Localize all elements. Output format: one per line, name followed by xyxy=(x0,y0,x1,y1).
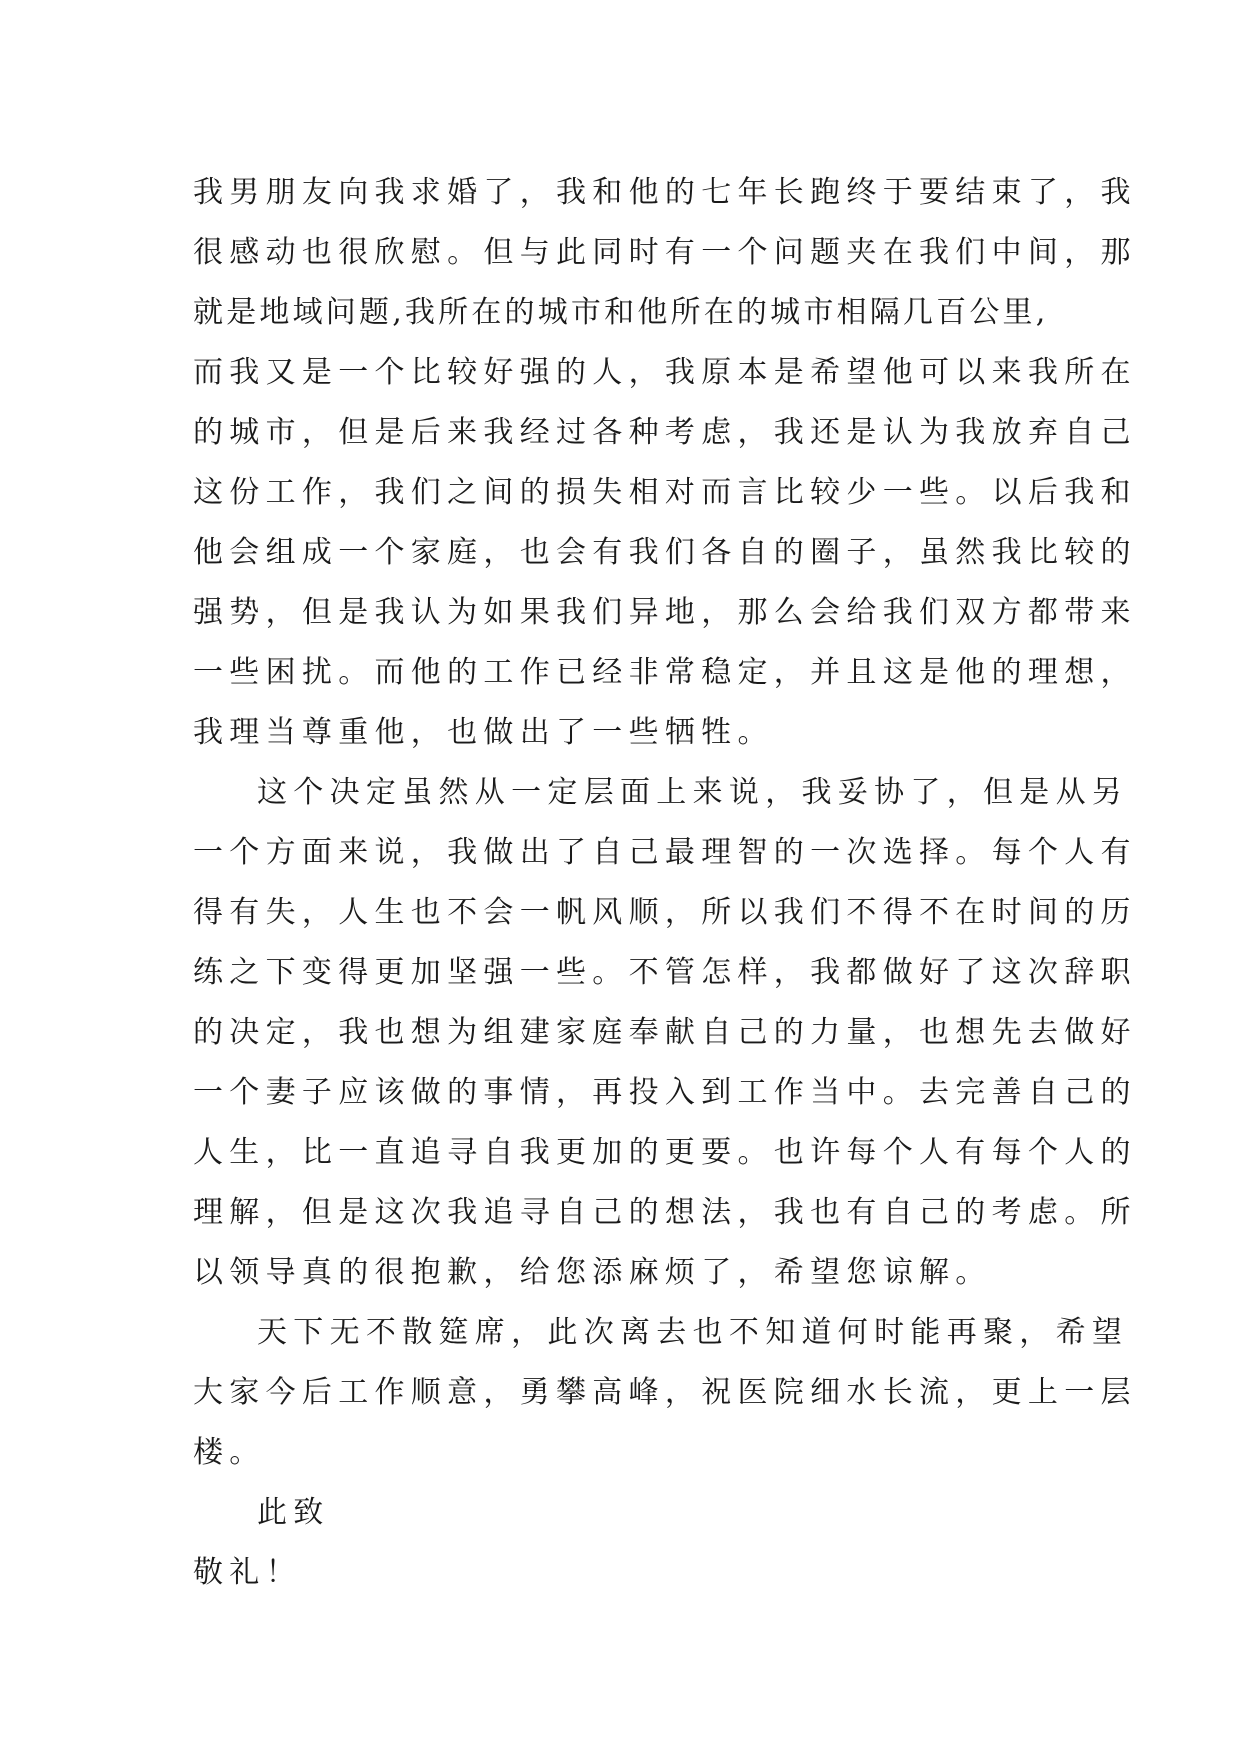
paragraph-first-line: 天下无不散筵席，此次离去也不知道何时能再聚，希望 xyxy=(257,1315,1129,1350)
text-line: 我理当尊重他，也做出了一些牺牲。 xyxy=(193,715,774,750)
text-line: 一些困扰。而他的工作已经非常稳定，并且这是他的理想， xyxy=(193,655,1137,690)
closing-salutation: 此致 xyxy=(257,1495,330,1530)
text-line: 他会组成一个家庭，也会有我们各自的圈子，虽然我比较的 xyxy=(193,535,1137,570)
text-line: 人生，比一直追寻自我更加的更要。也许每个人有每个人的 xyxy=(193,1135,1137,1170)
text-line: 就是地域问题,我所在的城市和他所在的城市相隔几百公里, xyxy=(193,295,1049,330)
text-line: 楼。 xyxy=(193,1435,266,1470)
text-line: 而我又是一个比较好强的人，我原本是希望他可以来我所在 xyxy=(193,355,1137,390)
text-line: 我男朋友向我求婚了，我和他的七年长跑终于要结束了，我 xyxy=(193,175,1137,210)
text-line: 很感动也很欣慰。但与此同时有一个问题夹在我们中间，那 xyxy=(193,235,1137,270)
text-line: 理解，但是这次我追寻自己的想法，我也有自己的考虑。所 xyxy=(193,1195,1137,1230)
text-line: 这份工作，我们之间的损失相对而言比较少一些。以后我和 xyxy=(193,475,1137,510)
text-line: 的决定，我也想为组建家庭奉献自己的力量，也想先去做好 xyxy=(193,1015,1137,1050)
text-line: 一个方面来说，我做出了自己最理智的一次选择。每个人有 xyxy=(193,835,1137,870)
text-line: 以领导真的很抱歉，给您添麻烦了，希望您谅解。 xyxy=(193,1255,992,1290)
text-line: 的城市，但是后来我经过各种考虑，我还是认为我放弃自己 xyxy=(193,415,1137,450)
letter-body xyxy=(193,163,1137,1603)
text-line: 大家今后工作顺意，勇攀高峰，祝医院细水长流，更上一层 xyxy=(193,1375,1137,1410)
text-line: 得有失，人生也不会一帆风顺，所以我们不得不在时间的历 xyxy=(193,895,1137,930)
text-line: 练之下变得更加坚强一些。不管怎样，我都做好了这次辞职 xyxy=(193,955,1137,990)
closing-regards: 敬礼！ xyxy=(193,1555,302,1590)
paragraph-first-line: 这个决定虽然从一定层面上来说，我妥协了，但是从另 xyxy=(257,775,1129,810)
text-line: 强势，但是我认为如果我们异地，那么会给我们双方都带来 xyxy=(193,595,1137,630)
text-line: 一个妻子应该做的事情，再投入到工作当中。去完善自己的 xyxy=(193,1075,1137,1110)
